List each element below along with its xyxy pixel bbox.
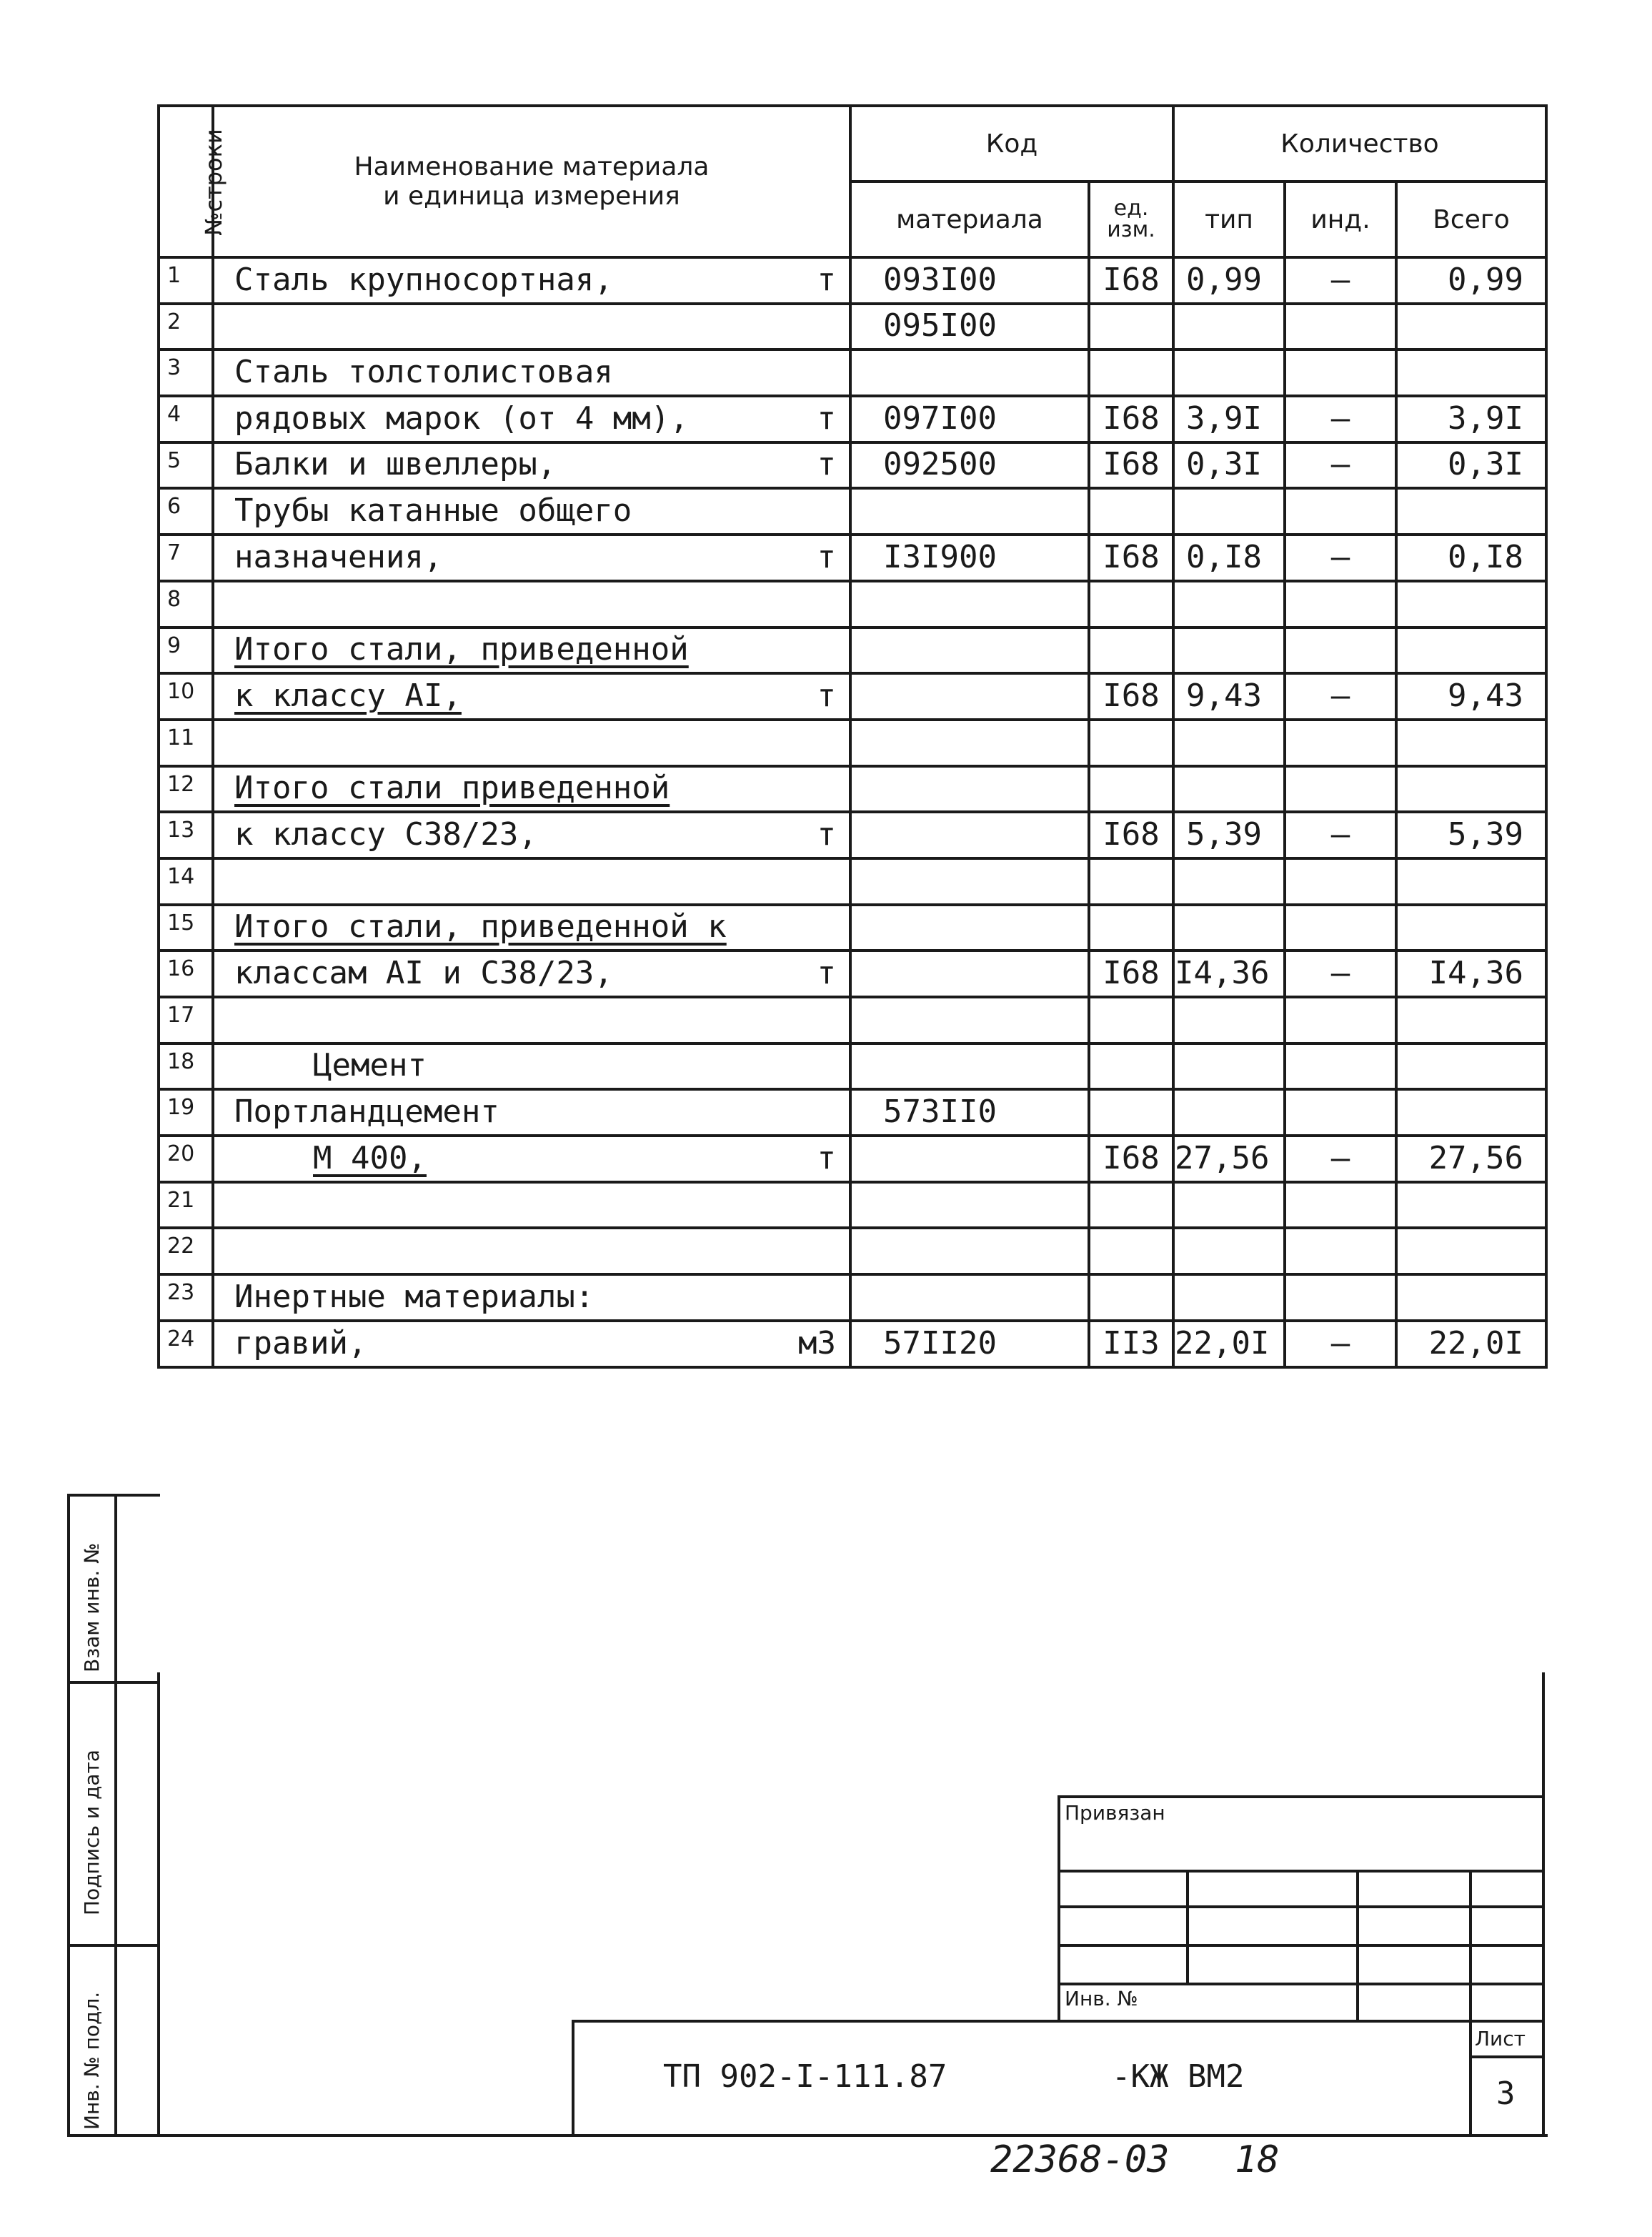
qty-ind: – — [1285, 535, 1396, 581]
material-code — [850, 488, 1089, 535]
material-name — [213, 535, 850, 581]
table-row — [159, 442, 1546, 489]
table-row — [159, 905, 1546, 951]
material-code: 095I00 — [850, 304, 1089, 350]
qty-total: 3,9I — [1396, 396, 1546, 442]
material-unit: т — [817, 261, 836, 298]
stamp-sheet-no: 3 — [1496, 2075, 1516, 2112]
table-row — [159, 1274, 1546, 1321]
header-row-number: №строки — [159, 106, 213, 257]
qty-type — [1173, 488, 1285, 535]
qty-type — [1173, 304, 1285, 350]
row-number: 5 — [159, 442, 213, 489]
stamp-inv-no: Инв. № — [1065, 1987, 1138, 2010]
unit-code: II3 — [1089, 1321, 1173, 1367]
qty-ind: – — [1285, 812, 1396, 858]
material-name — [213, 905, 850, 951]
material-name-text: назначения, — [234, 538, 443, 575]
qty-total — [1396, 1089, 1546, 1136]
qty-total — [1396, 581, 1546, 628]
material-name-text: Сталь толстолистовая — [234, 354, 613, 391]
row-number: 2 — [159, 304, 213, 350]
table-row — [159, 1136, 1546, 1182]
document-suffix: -КЖ ВМ2 — [1112, 2058, 1245, 2095]
material-name — [213, 1136, 850, 1182]
material-name-text: гравий, — [234, 1324, 367, 1361]
material-code — [850, 1274, 1089, 1321]
material-code: 573II0 — [850, 1089, 1089, 1136]
material-code — [850, 349, 1089, 396]
qty-type: 0,3I — [1173, 442, 1285, 489]
unit-code — [1089, 997, 1173, 1043]
qty-ind — [1285, 1182, 1396, 1229]
table-row — [159, 858, 1546, 905]
header-code: Код — [850, 106, 1173, 182]
row-number: 22 — [159, 1228, 213, 1274]
qty-total — [1396, 766, 1546, 813]
qty-ind: – — [1285, 442, 1396, 489]
material-name — [213, 1321, 850, 1367]
material-unit: т — [817, 1139, 836, 1176]
qty-total — [1396, 304, 1546, 350]
material-code — [850, 1136, 1089, 1182]
qty-ind — [1285, 304, 1396, 350]
table-row — [159, 396, 1546, 442]
table-row — [159, 349, 1546, 396]
qty-total — [1396, 720, 1546, 766]
table-row — [159, 581, 1546, 628]
material-code: 57II20 — [850, 1321, 1089, 1367]
qty-type: 3,9I — [1173, 396, 1285, 442]
unit-code: I68 — [1089, 812, 1173, 858]
table-row — [159, 1182, 1546, 1229]
unit-code: I68 — [1089, 535, 1173, 581]
unit-code — [1089, 1274, 1173, 1321]
material-code — [850, 951, 1089, 997]
qty-total — [1396, 628, 1546, 674]
row-number: 10 — [159, 673, 213, 720]
qty-total: 5,39 — [1396, 812, 1546, 858]
material-name-text: Итого стали, приведенной — [234, 631, 689, 668]
qty-ind — [1285, 628, 1396, 674]
material-unit: т — [817, 446, 836, 483]
material-unit: м3 — [798, 1324, 836, 1361]
unit-code: I68 — [1089, 951, 1173, 997]
qty-type — [1173, 1182, 1285, 1229]
material-code — [850, 628, 1089, 674]
material-name — [213, 442, 850, 489]
row-number: 18 — [159, 1043, 213, 1090]
material-name — [213, 488, 850, 535]
material-code: 092500 — [850, 442, 1089, 489]
qty-ind — [1285, 1274, 1396, 1321]
material-name-text: к классу AI, — [234, 677, 462, 714]
qty-ind: – — [1285, 951, 1396, 997]
material-code — [850, 905, 1089, 951]
qty-total — [1396, 905, 1546, 951]
material-unit: т — [817, 400, 836, 437]
table-row — [159, 720, 1546, 766]
unit-code: I68 — [1089, 257, 1173, 304]
qty-type — [1173, 1089, 1285, 1136]
row-number: 9 — [159, 628, 213, 674]
material-code — [850, 1182, 1089, 1229]
material-name-text: Трубы катанные общего — [234, 492, 632, 530]
unit-code — [1089, 581, 1173, 628]
unit-code — [1089, 304, 1173, 350]
qty-ind — [1285, 858, 1396, 905]
qty-total: 9,43 — [1396, 673, 1546, 720]
material-unit: т — [817, 538, 836, 575]
qty-ind — [1285, 488, 1396, 535]
material-name — [213, 349, 850, 396]
frame-left-sep1 — [67, 1681, 160, 1684]
unit-code — [1089, 349, 1173, 396]
label-inv-vzam: Взам инв. № — [80, 1542, 104, 1672]
row-number: 15 — [159, 905, 213, 951]
table-row — [159, 951, 1546, 997]
material-name-text: Сталь крупносортная, — [234, 261, 613, 298]
table-row — [159, 535, 1546, 581]
frame-left-top — [67, 1494, 160, 1497]
materials-table — [157, 104, 1548, 1369]
qty-type — [1173, 1274, 1285, 1321]
unit-code: I68 — [1089, 396, 1173, 442]
qty-total: 0,99 — [1396, 257, 1546, 304]
stamp-sheet-label: Лист — [1475, 2027, 1526, 2050]
qty-total: I4,36 — [1396, 951, 1546, 997]
qty-total: 22,0I — [1396, 1321, 1546, 1367]
row-number: 23 — [159, 1274, 213, 1321]
row-number: 16 — [159, 951, 213, 997]
material-code — [850, 1228, 1089, 1274]
material-code — [850, 812, 1089, 858]
archive-page: 18 — [1235, 2138, 1280, 2181]
material-name — [213, 858, 850, 905]
material-name-text: Портландцемент — [234, 1093, 499, 1131]
qty-ind: – — [1285, 396, 1396, 442]
material-code — [850, 766, 1089, 813]
material-name — [213, 1089, 850, 1136]
stamp-privyazan: Привязан — [1065, 1801, 1165, 1825]
material-name — [213, 766, 850, 813]
qty-ind — [1285, 905, 1396, 951]
unit-code — [1089, 1182, 1173, 1229]
qty-type — [1173, 1228, 1285, 1274]
material-name-text: М 400, — [313, 1139, 427, 1176]
qty-ind — [1285, 1043, 1396, 1090]
table-row — [159, 304, 1546, 350]
qty-total — [1396, 488, 1546, 535]
row-number: 1 — [159, 257, 213, 304]
material-name — [213, 581, 850, 628]
table-row — [159, 1089, 1546, 1136]
material-code: 093I00 — [850, 257, 1089, 304]
material-name-text: Итого стали, приведенной к — [234, 908, 727, 946]
table-row — [159, 997, 1546, 1043]
table-row — [159, 766, 1546, 813]
qty-type — [1173, 1043, 1285, 1090]
qty-ind — [1285, 1089, 1396, 1136]
qty-total — [1396, 349, 1546, 396]
row-number: 21 — [159, 1182, 213, 1229]
qty-type: I4,36 — [1173, 951, 1285, 997]
unit-code — [1089, 766, 1173, 813]
qty-ind — [1285, 766, 1396, 813]
qty-type: 5,39 — [1173, 812, 1285, 858]
frame-left-inner — [114, 1494, 117, 2137]
unit-code: I68 — [1089, 1136, 1173, 1182]
material-code — [850, 1043, 1089, 1090]
material-name-text: Итого стали приведенной — [234, 770, 670, 807]
label-sign-date: Подпись и дата — [80, 1750, 104, 1915]
qty-total: 0,I8 — [1396, 535, 1546, 581]
header-quantity: Количество — [1173, 106, 1546, 182]
qty-type: 0,99 — [1173, 257, 1285, 304]
material-name — [213, 304, 850, 350]
material-name — [213, 396, 850, 442]
material-name — [213, 812, 850, 858]
qty-type: 22,0I — [1173, 1321, 1285, 1367]
material-name — [213, 1274, 850, 1321]
unit-code: I68 — [1089, 442, 1173, 489]
row-number: 17 — [159, 997, 213, 1043]
qty-type — [1173, 997, 1285, 1043]
row-number: 4 — [159, 396, 213, 442]
unit-code — [1089, 720, 1173, 766]
qty-ind: – — [1285, 1136, 1396, 1182]
row-number: 14 — [159, 858, 213, 905]
row-number: 19 — [159, 1089, 213, 1136]
material-code — [850, 581, 1089, 628]
row-number: 20 — [159, 1136, 213, 1182]
row-number: 3 — [159, 349, 213, 396]
unit-code — [1089, 628, 1173, 674]
material-name — [213, 628, 850, 674]
material-code: I3I900 — [850, 535, 1089, 581]
table-row — [159, 488, 1546, 535]
row-number: 13 — [159, 812, 213, 858]
unit-code — [1089, 905, 1173, 951]
frame-left-main — [157, 1672, 160, 2137]
material-code: 097I00 — [850, 396, 1089, 442]
frame-left-outer — [67, 1494, 70, 2137]
qty-total — [1396, 1043, 1546, 1090]
qty-total — [1396, 1228, 1546, 1274]
header-code-unit: ед. изм. — [1089, 182, 1173, 257]
label-inv-podl: Инв. № подл. — [80, 1991, 104, 2130]
material-unit: т — [817, 677, 836, 714]
qty-type — [1173, 349, 1285, 396]
material-name — [213, 1228, 850, 1274]
qty-total: 27,56 — [1396, 1136, 1546, 1182]
material-code — [850, 720, 1089, 766]
material-name — [213, 1043, 850, 1090]
qty-ind — [1285, 720, 1396, 766]
material-unit: т — [817, 815, 836, 853]
archive-number: 22368-03 — [990, 2138, 1170, 2181]
material-unit: т — [817, 955, 836, 991]
header-material-name: Наименование материала и единица измерения — [213, 106, 850, 257]
material-code — [850, 858, 1089, 905]
table-row — [159, 812, 1546, 858]
unit-code: I68 — [1089, 673, 1173, 720]
material-name — [213, 673, 850, 720]
qty-type — [1173, 858, 1285, 905]
header-qty-ind: инд. — [1285, 182, 1396, 257]
material-name-text: рядовых марок (от 4 мм), — [234, 400, 689, 437]
qty-type: 0,I8 — [1173, 535, 1285, 581]
material-name — [213, 997, 850, 1043]
frame-bottom — [67, 2134, 1548, 2137]
material-name-text: Цемент — [313, 1047, 427, 1084]
unit-code — [1089, 858, 1173, 905]
header-qty-total: Всего — [1396, 182, 1546, 257]
material-name-text: Балки и швеллеры, — [234, 446, 557, 483]
qty-ind — [1285, 349, 1396, 396]
frame-right — [1542, 1672, 1545, 2137]
row-number: 24 — [159, 1321, 213, 1367]
document-code: ТП 902-I-111.87 — [663, 2058, 947, 2095]
qty-ind — [1285, 581, 1396, 628]
unit-code — [1089, 488, 1173, 535]
qty-ind: – — [1285, 673, 1396, 720]
qty-type: 9,43 — [1173, 673, 1285, 720]
table-row — [159, 1228, 1546, 1274]
material-name-text: к классу С38/23, — [234, 815, 537, 853]
row-number: 8 — [159, 581, 213, 628]
material-code — [850, 673, 1089, 720]
header-code-material: материала — [850, 182, 1089, 257]
row-number: 7 — [159, 535, 213, 581]
qty-total — [1396, 1274, 1546, 1321]
qty-type — [1173, 581, 1285, 628]
qty-type — [1173, 628, 1285, 674]
material-name-text: Инертные материалы: — [234, 1278, 594, 1315]
qty-ind — [1285, 1228, 1396, 1274]
frame-left-sep2 — [67, 1944, 160, 1947]
table-row — [159, 628, 1546, 674]
table-row — [159, 673, 1546, 720]
table-row — [159, 1321, 1546, 1367]
row-number: 11 — [159, 720, 213, 766]
qty-total: 0,3I — [1396, 442, 1546, 489]
unit-code — [1089, 1228, 1173, 1274]
material-name — [213, 1182, 850, 1229]
unit-code — [1089, 1089, 1173, 1136]
material-name-text: классам AI и С38/23, — [234, 955, 613, 991]
material-code — [850, 997, 1089, 1043]
qty-total — [1396, 858, 1546, 905]
qty-type — [1173, 766, 1285, 813]
qty-ind: – — [1285, 257, 1396, 304]
row-number: 6 — [159, 488, 213, 535]
qty-type — [1173, 905, 1285, 951]
table-row — [159, 1043, 1546, 1090]
material-name — [213, 951, 850, 997]
qty-type — [1173, 720, 1285, 766]
material-name — [213, 257, 850, 304]
qty-type: 27,56 — [1173, 1136, 1285, 1182]
qty-ind — [1285, 997, 1396, 1043]
material-name — [213, 720, 850, 766]
row-number: 12 — [159, 766, 213, 813]
table-row — [159, 257, 1546, 304]
header-qty-type: тип — [1173, 182, 1285, 257]
qty-ind: – — [1285, 1321, 1396, 1367]
qty-total — [1396, 997, 1546, 1043]
qty-total — [1396, 1182, 1546, 1229]
unit-code — [1089, 1043, 1173, 1090]
